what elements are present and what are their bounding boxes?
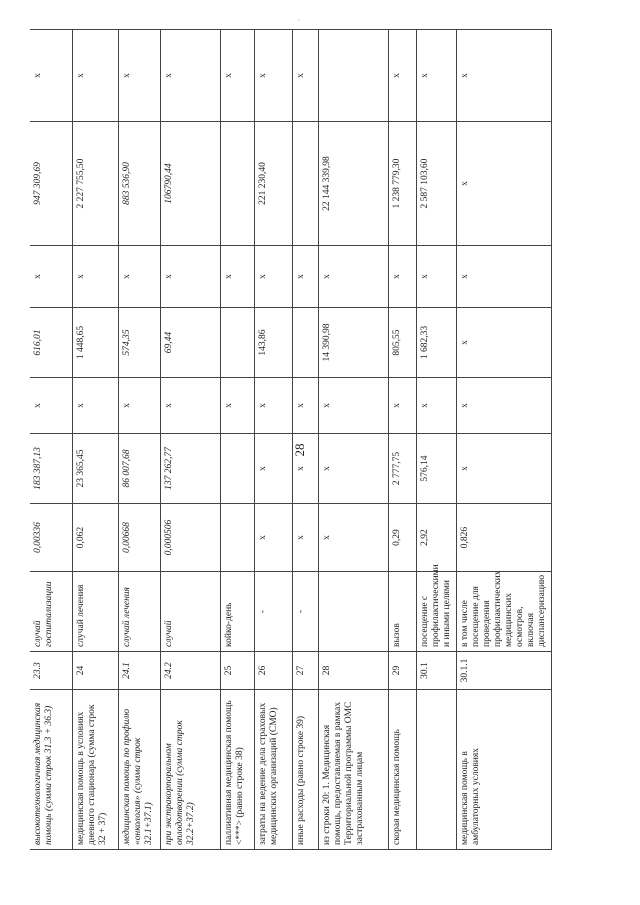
cell-col1: x <box>220 378 254 434</box>
cell-sum: 883 536,90 <box>118 122 160 246</box>
cell-cost: 576,14 <box>416 434 456 504</box>
cell-col1: x <box>254 378 292 434</box>
table-row <box>118 30 160 850</box>
cell-name: медицинская помощь по профилю «онкология» (сумма строк 32.1+37.1) <box>118 690 160 850</box>
cell-col3: x <box>72 246 118 308</box>
cell-cost: 2 777,75 <box>388 434 416 504</box>
cell-col1: x <box>318 378 388 434</box>
cell-code: 24 <box>72 652 118 690</box>
cell-col1: x <box>388 378 416 434</box>
table-row <box>160 30 220 850</box>
cell-sum: x <box>456 122 551 246</box>
table-row <box>30 30 72 850</box>
cell-col2: 1 682,33 <box>416 308 456 378</box>
cell-sum: 1 238 779,30 <box>388 122 416 246</box>
cell-name <box>416 690 456 850</box>
cell-col2: 14 390,98 <box>318 308 388 378</box>
cell-unit: в том числе посещение для проведения профилактических медицинских осмотров, включая диспансеризацию <box>456 572 551 652</box>
cell-pct: x <box>254 30 292 122</box>
cell-name: иные расходы (равно строке 39) <box>292 690 318 850</box>
cell-norm: x <box>254 504 292 572</box>
cell-col1: x <box>456 378 551 434</box>
cell-cost: x <box>254 434 292 504</box>
cell-cost: 137 262,77 <box>160 434 220 504</box>
cell-norm: x <box>318 504 388 572</box>
cell-col2: 574,35 <box>118 308 160 378</box>
cell-col1: x <box>30 378 72 434</box>
cell-col2: 1 448,65 <box>72 308 118 378</box>
cell-name: паллиативная медицинская помощь <***> (равно строке 38) <box>220 690 254 850</box>
cell-norm: 0,826 <box>456 504 551 572</box>
cell-sum <box>292 122 318 246</box>
cell-code: 26 <box>254 652 292 690</box>
cell-norm: 0,29 <box>388 504 416 572</box>
cell-pct: x <box>292 30 318 122</box>
cell-col1: x <box>72 378 118 434</box>
cell-cost: x <box>318 434 388 504</box>
cell-unit: случай лечения <box>118 572 160 652</box>
cell-code: 25 <box>220 652 254 690</box>
cell-unit: - <box>292 572 318 652</box>
cell-col3: x <box>30 246 72 308</box>
cell-norm: 0,000506 <box>160 504 220 572</box>
cell-sum: 2 587 103,60 <box>416 122 456 246</box>
cell-col1: x <box>292 378 318 434</box>
cell-pct: x <box>118 30 160 122</box>
cell-col1: x <box>416 378 456 434</box>
cell-cost: 86 007,68 <box>118 434 160 504</box>
cell-unit: случай лечения <box>72 572 118 652</box>
cell-col2 <box>292 308 318 378</box>
cell-pct: x <box>72 30 118 122</box>
cell-sum: 22 144 339,98 <box>318 122 388 246</box>
cell-col3: x <box>456 246 551 308</box>
cell-name: высокотехнологичная медицинская помощь (сумма строк 31.3 + 36.3) <box>30 690 72 850</box>
cell-pct: x <box>456 30 551 122</box>
cell-unit: койко-день <box>220 572 254 652</box>
cell-name: при экстракорпоральном оплодотворении (сумма строк 32.2+37.2) <box>160 690 220 850</box>
cell-pct: x <box>30 30 72 122</box>
cell-pct: x <box>416 30 456 122</box>
cell-col2 <box>220 308 254 378</box>
cell-col2: 143,86 <box>254 308 292 378</box>
cell-col3: x <box>292 246 318 308</box>
cell-norm: 0,00336 <box>30 504 72 572</box>
cell-col3: x <box>254 246 292 308</box>
table-row <box>72 30 118 850</box>
cell-col3: x <box>160 246 220 308</box>
table-row <box>318 30 388 850</box>
cell-name: из строки 20: 1. Медицинская помощь, предоставляемая в рамках Территориальной программы ОМС застрахованным лицам <box>318 690 388 850</box>
cell-unit: вызов <box>388 572 416 652</box>
cell-name: затраты на ведение дела страховых медицинских организаций (СМО) <box>254 690 292 850</box>
cell-col2: 805,55 <box>388 308 416 378</box>
cell-sum: 106790,44 <box>160 122 220 246</box>
cell-norm: x <box>292 504 318 572</box>
cell-code: 24.2 <box>160 652 220 690</box>
cell-unit: - <box>254 572 292 652</box>
cell-cost: 23 365,45 <box>72 434 118 504</box>
cell-pct: x <box>388 30 416 122</box>
scan-mark: , <box>298 14 300 22</box>
cell-name: медицинская помощь в амбулаторных условиях <box>456 690 551 850</box>
rotated-table <box>30 29 552 850</box>
cell-cost: x <box>292 434 318 504</box>
page-number-text: 28 <box>292 443 307 457</box>
cell-norm <box>220 504 254 572</box>
table-row <box>220 30 254 850</box>
cell-code: 28 <box>318 652 388 690</box>
cell-pct: x <box>160 30 220 122</box>
cell-sum: 2 227 755,50 <box>72 122 118 246</box>
cell-sum: 947 309,69 <box>30 122 72 246</box>
cell-unit <box>318 572 388 652</box>
cell-code: 23.3 <box>30 652 72 690</box>
cell-name: скорая медицинская помощь <box>388 690 416 850</box>
cell-code: 24.1 <box>118 652 160 690</box>
cell-col3: x <box>220 246 254 308</box>
cell-unit: посещение с профилактическими и иными целями <box>416 572 456 652</box>
cell-col3: x <box>118 246 160 308</box>
cell-col2: 616,01 <box>30 308 72 378</box>
cell-col3: x <box>318 246 388 308</box>
cell-sum: 221 230,40 <box>254 122 292 246</box>
table-row <box>292 30 318 850</box>
cell-norm: 2,92 <box>416 504 456 572</box>
table-row <box>456 30 551 850</box>
cell-unit: случай <box>160 572 220 652</box>
table-row <box>388 30 416 850</box>
cell-col2: 69,44 <box>160 308 220 378</box>
cell-unit: случай госпитализации <box>30 572 72 652</box>
cell-code: 30.1 <box>416 652 456 690</box>
cell-col1: x <box>160 378 220 434</box>
cell-norm: 0,00668 <box>118 504 160 572</box>
cell-col1: x <box>118 378 160 434</box>
cell-code: 30.1.1 <box>456 652 551 690</box>
data-table <box>30 29 552 850</box>
cell-cost: x <box>456 434 551 504</box>
table-row <box>254 30 292 850</box>
cell-code: 27 <box>292 652 318 690</box>
cell-col2: x <box>456 308 551 378</box>
cell-code: 29 <box>388 652 416 690</box>
cell-col3: x <box>416 246 456 308</box>
cell-pct <box>318 30 388 122</box>
cell-norm: 0,062 <box>72 504 118 572</box>
table-viewport <box>30 30 547 850</box>
cell-cost <box>220 434 254 504</box>
cell-col3: x <box>388 246 416 308</box>
cell-pct: x <box>220 30 254 122</box>
cell-sum <box>220 122 254 246</box>
table-row <box>416 30 456 850</box>
cell-cost: 183 387,13 <box>30 434 72 504</box>
cell-name: медицинская помощь в условиях дневного стационара (сумма строк 32 + 37) <box>72 690 118 850</box>
